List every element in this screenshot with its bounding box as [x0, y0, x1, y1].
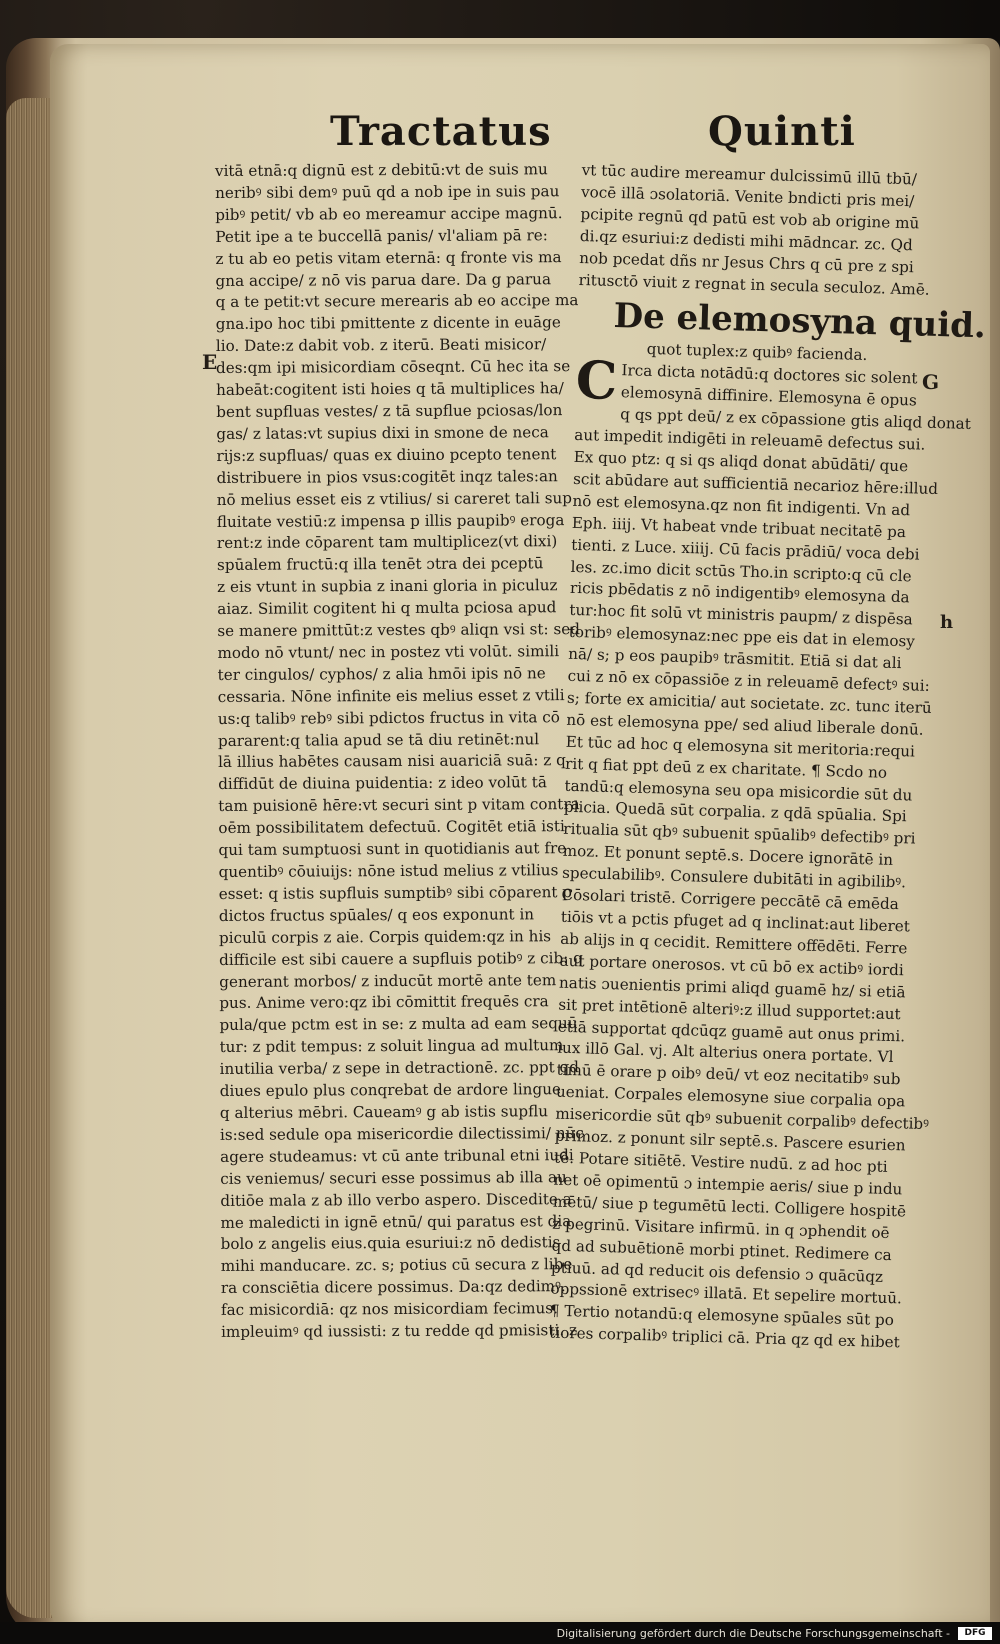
text-line: sit pret intētionē alteriꝰ:z illud supportet:aut: [558, 995, 901, 1023]
text-line: ueniat. Corpales elemosyne siue corpalia opa: [555, 1082, 906, 1111]
text-line: moz. Et ponunt septē.s. Docere ignorātē in: [562, 842, 894, 870]
text-line: pus. Anime vero:qz ibi cōmittit frequēs cra: [219, 992, 549, 1013]
text-line: vitā etnā:q dignū est z debitū:vt de suis mu: [214, 160, 548, 180]
text-line: rent:z inde cōparent tam multiplicez(vt dixi): [216, 532, 558, 553]
text-line: s; forte ex amicitia/ aut societate. zc. tunc iterū: [566, 688, 932, 717]
text-line: di.qz esuriui:z dedisti mihi mādncar. zc. Qd: [579, 226, 913, 254]
text-line: mētū/ siue p tegumētū lecti. Colligere hospitē: [552, 1192, 907, 1221]
text-line: ¶ Tertio notandū:q elemosyne spūales sūt po: [549, 1301, 895, 1330]
text-line: gna.ipo hoc tibi pmittente z dicente in euāge: [215, 313, 561, 334]
text-line: bent supfluas vestes/ z tā supflue pciosas/lon: [216, 401, 563, 421]
text-line: scit abūdare aut sufficientiā necarioz hēre:illud: [572, 469, 939, 498]
running-header-left: Tractatus: [330, 108, 552, 155]
text-line: lā illius habētes causam nisi auariciā suā: z q: [218, 751, 566, 772]
text-line: neribꝰ sibi demꝰ puū qd a nob ipe in suis pau: [215, 182, 560, 202]
text-line: Irca dicta notādū:q doctores sic solent: [621, 361, 918, 388]
text-line: nō est elemosyna.qz non fit indigenti. Vn ad: [572, 491, 911, 520]
drop-initial: C: [574, 350, 619, 413]
text-line: oppssionē extrisecꝰ illatā. Et sepelire mortuū.: [550, 1279, 903, 1308]
text-line: rit q fiat ppt deū z ex charitate. ¶ Scdo no: [564, 754, 888, 782]
text-line: timū ē orare p oibꝰ deū/ vt eoz necitatibꝰ sub: [556, 1060, 901, 1089]
text-line: bolo z angelis eius.quia esuriui:z nō dedistis: [220, 1233, 561, 1254]
text-line: aut portare onerosos. vt cū bō ex actibꝰ iordi: [559, 951, 905, 980]
text-line: tur: z pdit tempus: z soluit lingua ad multum: [219, 1036, 564, 1057]
text-line: fac misicordiā: qz nos misicordiam fecimus.: [220, 1299, 558, 1320]
text-line: natis ɔuenientis primi aliqd guamē hz/ si etiā: [558, 973, 906, 1002]
section-heading: De elemosyna quid.: [613, 296, 987, 347]
text-line: plicia. Quedā sūt corpalia. z qdā spūalia. Spi: [563, 798, 907, 826]
text-line: Et tūc ad hoc q elemosyna sit meritoria:requi: [565, 732, 916, 761]
text-line: is:sed sedule opa misericordie dilectissimi/ nūc: [219, 1123, 584, 1144]
text-line: aut impedit indigēti in releuamē defectus sui.: [574, 425, 926, 454]
text-line: qd ad subuētionē morbi ptinet. Redimere ca: [551, 1236, 892, 1264]
text-line: primoz. z ponunt silr septē.s. Pascere esurien: [554, 1126, 906, 1155]
text-line: Petit ipe a te buccellā panis/ vl'aliam pā re:: [215, 225, 548, 246]
text-line: z eis vtunt in supbia z inani gloria in piculuz: [217, 576, 558, 597]
text-line: net oē opimentū ɔ intempie aeris/ siue p indu: [553, 1170, 903, 1199]
text-line: q qs ppt deū/ z ex cōpassione gtis aliqd donat: [620, 405, 972, 434]
text-line: dictos fructus spūales/ q eos exponunt in: [218, 905, 535, 925]
footer-bar: [0, 1622, 1000, 1644]
running-header-right: Quinti: [708, 108, 856, 155]
text-line: diues epulo plus conqrebat de ardore lingue: [219, 1080, 561, 1101]
text-line: gas/ z latas:vt supius dixi in smone de neca: [216, 423, 549, 443]
text-line: ritusctō viuit z regnat in secula seculoz. Amē.: [578, 270, 930, 299]
text-line: agere studeamus: vt cū ante tribunal etni iudi: [220, 1145, 574, 1166]
text-line: aiaz. Similit cogitent hi q multa pciosa apud: [217, 598, 557, 619]
text-line: tam puisionē hēre:vt securi sint p vitam contra: [218, 795, 580, 816]
text-line: nā/ s; p eos paupibꝰ trāsmitit. Etiā si dat ali: [567, 644, 902, 673]
text-column-left: [214, 159, 584, 1344]
text-line: modo nō vtunt/ nec in postez vti volūt. simili: [217, 642, 560, 662]
text-line: distribuere in pios vsus:cogitēt inqz tales:an: [216, 466, 558, 487]
text-line: impleuimꝰ qd iussisti: z tu redde qd pmisisti. z: [220, 1321, 578, 1341]
text-line: toribꝰ elemosynaz:nec ppe eis dat in elemosy: [568, 623, 916, 651]
text-line: gna accipe/ z nō vis parua dare. Da g parua: [215, 269, 552, 290]
text-line: tē. Potare sitiētē. Vestire nudū. z ad hoc pti: [553, 1148, 888, 1176]
text-line: q alterius mēbri. Caueamꝰ g ab istis supflu: [219, 1102, 549, 1122]
section-subheading: quot tuplex:z quibꝰ facienda.: [646, 340, 868, 365]
text-line: esset: q istis supfluis sumptibꝰ sibi cōparent p: [218, 882, 573, 903]
text-line: ditiōe mala z ab illo verbo aspero. Discedite a: [220, 1189, 572, 1210]
text-line: tur:hoc fit solū vt ministris paupm/ z dispēsa: [569, 601, 913, 629]
right-column-continuation: [578, 160, 930, 301]
text-line: misericordie sūt qbꝰ subuenit corpalibꝰ defectibꝰ: [555, 1104, 930, 1134]
text-line: diffidūt de diuina puidentia: z ideo volūt tā: [218, 773, 547, 794]
text-line: vt tūc audire mereamur dulcissimū illū tbū/: [581, 160, 918, 189]
text-line: ab alijs in q cecidit. Remittere offēdēti. Ferre: [560, 929, 908, 958]
text-line: z tu ab eo petis vitam eternā: q fronte vis ma: [215, 247, 562, 268]
page-edges: [6, 98, 54, 1618]
text-line: des:qm ipi misicordiam cōseqnt. Cū hec ita se: [215, 357, 571, 378]
text-line: speculabilibꝰ. Consulere dubitāti in agibilibꝰ.: [561, 863, 907, 892]
dfg-logo: DFG: [958, 1627, 992, 1640]
text-line: habeāt:cogitent isti hoies q tā multiplices ha/: [216, 379, 564, 400]
text-line: ricis pbēdatis z nō indigentibꝰ elemosyna da: [569, 579, 910, 607]
text-line: elemosynā diffinire. Elemosyna ē opus: [620, 383, 918, 410]
footer-credit: Digitalisierung gefördert durch die Deutsche Forschungsgemeinschaft -: [556, 1627, 950, 1640]
text-line: me maledicti in ignē etnū/ qui paratus est dia: [220, 1211, 572, 1232]
text-line: generant morbos/ z inducūt mortē ante tem: [219, 970, 557, 991]
text-line: nob pcedat dñs nr Jesus Chrs q cū pre z spi: [579, 248, 915, 276]
text-line: iux illō Gal. vj. Alt alterius onera portate. Vl: [556, 1039, 894, 1067]
text-line: fluitate vestiū:z impensa p illis paupibꝰ eroga: [216, 510, 565, 531]
text-line: cis veniemus/ securi esse possimus ab illa au: [220, 1167, 567, 1188]
text-line: difficile est sibi cauere a supfluis potibꝰ z cib: q: [219, 948, 583, 969]
margin-letter-h: h: [940, 612, 954, 633]
text-line: cessaria. Nōne infinite eis melius esset z vtili: [217, 685, 565, 706]
text-line: etiā supportat qdcūqz guamē aut onus primi.: [557, 1017, 906, 1045]
text-line: vocē illā ɔsolatoriā. Venite bndicti pris mei/: [580, 182, 915, 211]
text-line: se manere pmittūt:z vestes qbꝰ aliqn vsi st: sed: [217, 620, 581, 640]
text-line: pcipite regnū qd patū est vob ab origine mū: [580, 204, 920, 233]
text-line: q a te petit:vt secure merearis ab eo accipe ma: [215, 291, 579, 312]
text-line: ter cingulos/ cyphos/ z alia hmōi ipis nō ne: [217, 664, 546, 684]
text-line: tandū:q elemosyna seu opa misicordie sūt du: [564, 776, 913, 805]
text-line: qui tam sumptuosi sunt in quotidianis aut fre: [218, 839, 567, 860]
text-line: ritualia sūt qbꝰ subuenit spūalibꝰ defectibꝰ pri: [563, 820, 916, 848]
text-line: tiōis vt a pctis pfuget ad q inclinat:aut liberet: [560, 907, 911, 936]
margin-letter-e: E: [202, 350, 218, 374]
text-line: piculū corpis z aie. Corpis quidem:qz in his: [218, 926, 552, 947]
text-line: us:q talibꝰ rebꝰ sibi pdictos fructus in vita cō: [217, 707, 560, 728]
text-line: rijs:z supfluas/ quas ex diuino pcepto tenent: [216, 444, 557, 465]
text-line: tiores corpalibꝰ triplici cā. Pria qz qd ex hibet: [548, 1323, 901, 1352]
text-line: Cōsolari tristē. Corrigere peccātē cā emēda: [561, 885, 900, 914]
text-line: nō est elemosyna ppe/ sed aliud liberale donū.: [566, 710, 924, 739]
text-line: z pegrinū. Visitare infirmū. in q ɔphendit oē: [552, 1214, 890, 1242]
text-line: mihi manducare. zc. s; potius cū secura z libe: [220, 1255, 573, 1276]
text-line: les. zc.imo dicit sctūs Tho.in scripto:q cū cle: [570, 557, 912, 585]
text-line: Ex quo ptz: q si qs aliqd donat abūdāti/ que: [573, 447, 909, 476]
text-line: spūalem fructū:q illa tenēt ɔtra dei pceptū: [216, 554, 544, 575]
text-line: oēm possibilitatem defectuū. Cogitēt etiā isti: [218, 817, 565, 838]
text-line: quentibꝰ cōuiuijs: nōne istud melius z vtilius: [218, 861, 559, 881]
text-line: ptiuū. ad qd reducit ois defensio ɔ quācūqz: [550, 1258, 884, 1286]
text-line: Eph. iiij. Vt habeat vnde tribuat necitatē pa: [571, 513, 907, 541]
text-line: tienti. z Luce. xiiij. Cū facis prādiū/ voca debi: [571, 535, 920, 564]
text-line: pula/que pctm est in se: z multa ad eam sequū: [219, 1014, 578, 1035]
text-line: nō melius esset eis z vtilius/ si careret tali sup: [216, 488, 573, 509]
text-line: pararent:q talia apud se tā diu retinēt:nul: [217, 729, 540, 750]
text-line: inutilia verba/ z sepe in detractionē. zc. ppt qd: [219, 1058, 579, 1079]
text-line: cui z nō ex cōpassiōe z in releuamē defectꝰ sui:: [567, 666, 931, 695]
margin-letter-g: G: [922, 370, 940, 394]
text-column-right: [548, 160, 987, 1354]
text-line: ra consciētia dicere possimus. Da:qz dedimꝰ.: [220, 1277, 566, 1298]
text-line: pibꝰ petit/ vb ab eo mereamur accipe magnū.: [215, 203, 563, 224]
text-line: lio. Date:z dabit vob. z iterū. Beati misicor/: [215, 335, 547, 356]
